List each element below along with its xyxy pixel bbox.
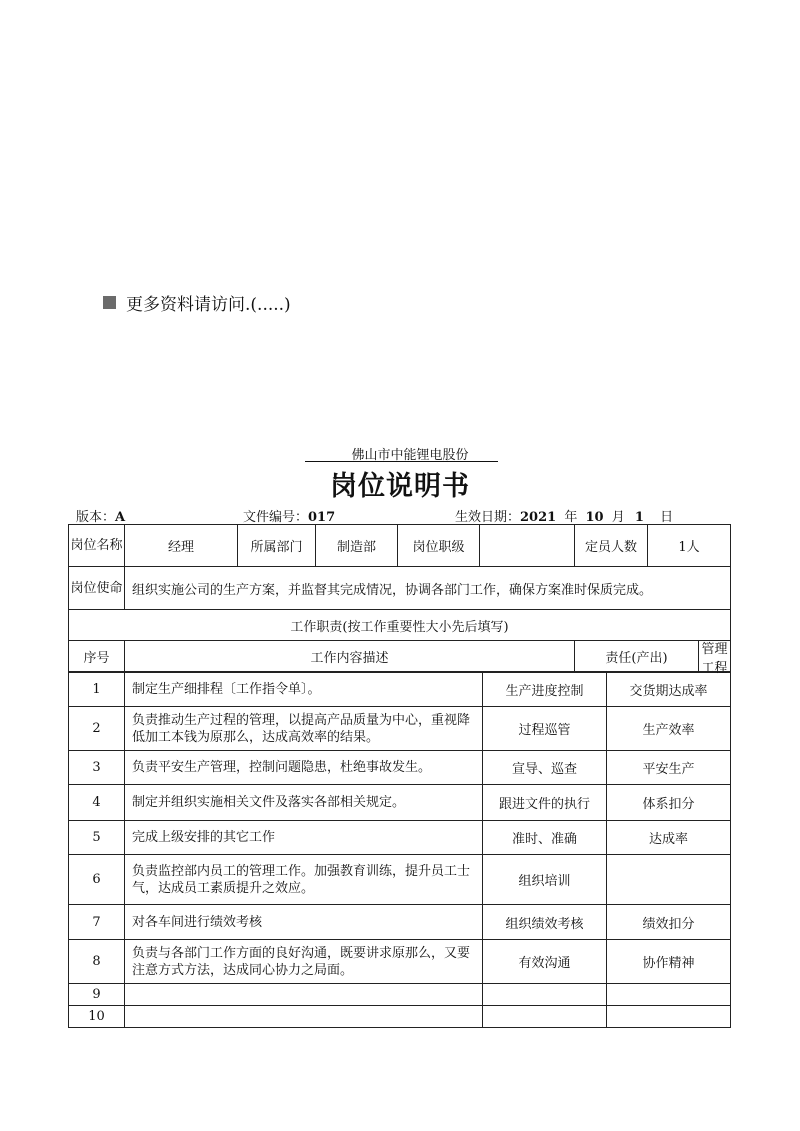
duty-responsibility: 组织绩效考核 [483, 905, 607, 940]
effective-month: 10 [585, 510, 604, 525]
version-value: A [115, 510, 126, 525]
department-value: 制造部 [316, 525, 398, 567]
duty-seq: 2 [69, 707, 125, 751]
duty-management: 交货期达成率 [607, 672, 731, 707]
grade-label: 岗位职级 [398, 525, 480, 567]
header-rule [305, 461, 498, 462]
duty-responsibility: 组织培训 [483, 855, 607, 905]
duties-table [68, 671, 731, 1028]
effective-year: 2021 [520, 510, 557, 525]
section-title-row [69, 610, 731, 641]
duty-responsibility: 准时、准确 [483, 821, 607, 855]
duty-row [69, 940, 731, 984]
version-field [76, 506, 125, 525]
job-description-table [68, 524, 731, 676]
day-unit: 日 [660, 510, 674, 525]
duty-management: 绩效扣分 [607, 905, 731, 940]
effective-date-label: 生效日期： [455, 510, 521, 525]
duty-description [125, 984, 483, 1006]
duty-description [125, 1006, 483, 1028]
header-management: 管理工程 [701, 641, 728, 676]
duty-seq: 3 [69, 751, 125, 785]
duty-description: 制定生产细排程〔工作指令单〕。 [125, 672, 483, 707]
header-description: 工作内容描述 [125, 641, 575, 673]
duty-row [69, 821, 731, 855]
month-unit: 月 [611, 510, 625, 525]
duty-row [69, 1006, 731, 1028]
duty-description: 负责与各部门工作方面的良好沟通，既要讲求原那么，又要注意方式方法，达成同心协力之局面。 [125, 940, 483, 984]
duty-management: 协作精神 [607, 940, 731, 984]
duty-responsibility: 宣导、巡查 [483, 751, 607, 785]
info-note-text: 更多资料请访问.(.....) [126, 295, 291, 315]
duty-management: 生产效率 [607, 707, 731, 751]
duty-seq: 8 [69, 940, 125, 984]
duty-responsibility [483, 1006, 607, 1028]
headcount-value: 1人 [648, 525, 731, 567]
duty-responsibility: 过程巡管 [483, 707, 607, 751]
position-name-value: 经理 [125, 525, 238, 567]
effective-day: 1 [634, 510, 644, 525]
duty-seq: 1 [69, 672, 125, 707]
duty-management [607, 855, 731, 905]
duty-seq: 5 [69, 821, 125, 855]
duty-management [607, 1006, 731, 1028]
duty-description: 负责监控部内员工的管理工作。加强教育训练，提升员工士气，达成员工素质提升之效应。 [125, 855, 483, 905]
duty-row [69, 785, 731, 821]
duty-row [69, 751, 731, 785]
department-label: 所属部门 [238, 525, 316, 567]
document-title: 岗位说明书 [330, 471, 470, 502]
duty-seq: 9 [69, 984, 125, 1006]
doc-number-label: 文件编号： [243, 510, 309, 525]
duty-description: 对各车间进行绩效考核 [125, 905, 483, 940]
effective-date-field [455, 506, 673, 525]
duty-row [69, 855, 731, 905]
duty-seq: 4 [69, 785, 125, 821]
duty-seq: 10 [69, 1006, 125, 1028]
duty-seq: 7 [69, 905, 125, 940]
mission-label: 岗位使命 [69, 567, 125, 610]
duty-description: 制定并组织实施相关文件及落实各部相关规定。 [125, 785, 483, 821]
header-seq: 序号 [69, 641, 125, 673]
duty-management: 平安生产 [607, 751, 731, 785]
duties-section-title: 工作职责(按工作重要性大小先后填写) [69, 610, 731, 641]
duty-description: 完成上级安排的其它工作 [125, 821, 483, 855]
info-row [69, 525, 731, 567]
doc-number-value: 017 [308, 510, 336, 525]
mission-row [69, 567, 731, 610]
year-unit: 年 [564, 510, 578, 525]
duty-description: 负责平安生产管理，控制问题隐患，杜绝事故发生。 [125, 751, 483, 785]
duty-row [69, 672, 731, 707]
grade-value [480, 525, 575, 567]
duty-description: 负责推动生产过程的管理，以提高产品质量为中心，重视降低加工本钱为原那么，达成高效率的结果。 [125, 707, 483, 751]
duty-row [69, 707, 731, 751]
company-name: 佛山市中能锂电股份 [351, 448, 469, 463]
header-responsibility: 责任(产出) [575, 641, 699, 672]
duty-row [69, 984, 731, 1006]
mission-value: 组织实施公司的生产方案，并监督其完成情况，协调各部门工作，确保方案准时保质完成。 [125, 567, 731, 610]
duty-management: 体系扣分 [607, 785, 731, 821]
position-name-label: 岗位名称 [69, 525, 125, 567]
duty-management [607, 984, 731, 1006]
version-label: 版本： [76, 510, 116, 525]
duty-management: 达成率 [607, 821, 731, 855]
square-bullet-icon [103, 296, 116, 309]
info-note [103, 290, 291, 315]
duty-row [69, 905, 731, 940]
headcount-label: 定员人数 [575, 525, 648, 567]
duty-responsibility [483, 984, 607, 1006]
duty-seq: 6 [69, 855, 125, 905]
duty-responsibility: 生产进度控制 [483, 672, 607, 707]
doc-number-field [243, 506, 335, 525]
duty-responsibility: 跟进文件的执行 [483, 785, 607, 821]
duties-header-row [69, 641, 731, 673]
duty-responsibility: 有效沟通 [483, 940, 607, 984]
